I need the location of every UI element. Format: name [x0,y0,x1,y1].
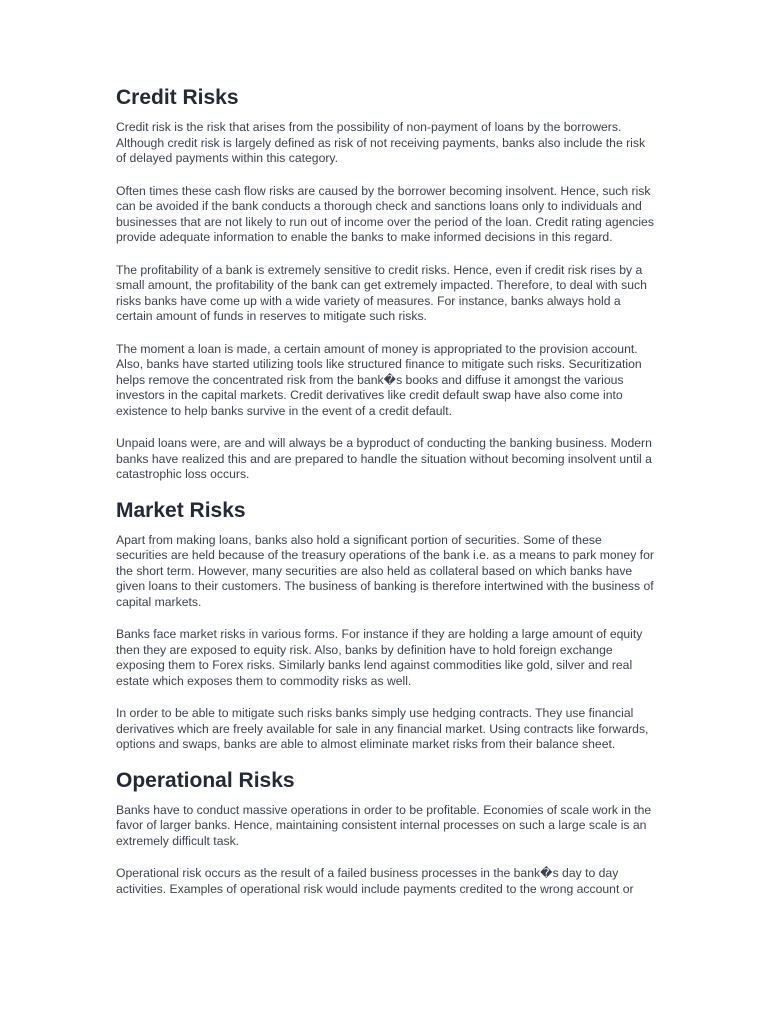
document-page [116,84,656,914]
section-heading-operational-risks: Operational Risks [116,768,295,792]
paragraph: Credit risk is the risk that arises from the possibility of non-payment of loans by the borrowers. Although credit risk is largely defined as risk of not receiving payments, banks also include the risk of delayed payments within this category. [116,120,646,165]
paragraph: Banks face market risks in various forms. For instance if they are holding a large amount of equity then they are exposed to equity risk. Also, banks by definition have to hold foreign exchange exposing them to Forex risks. Similarly banks lend against commodities like gold, silver and real estate which exposes them to commodity risks as well. [116,627,643,688]
paragraph: Often times these cash flow risks are caused by the borrower becoming insolvent. Hence, such risk can be avoided if the bank conducts a thorough check and sanctions loans only to individuals and businesses that are not likely to run out of income over the period of the loan. Credit rating agencies provide adequate information to enable the banks to make informed decisions in this regard. [116,183,654,244]
paragraph: The moment a loan is made, a certain amount of money is appropriated to the provision account. Also, banks have started utilizing tools like structured finance to mitigate such risks. Securitization helps remove the concentrated risk from the bank�s books and diffuse it amongst the various investors in the capital markets. Credit derivatives like credit default swap have also come into existence to help banks survive in the event of a credit default. [116,341,642,418]
paragraph: Banks have to conduct massive operations in order to be profitable. Economies of scale work in the favor of larger banks. Hence, maintaining consistent internal processes on such a large scale is an extremely difficult task. [116,802,652,848]
section-heading-credit-risks: Credit Risks [116,86,239,109]
paragraph: Operational risk occurs as the result of a failed business processes in the bank�s day to day activities. Examples of operational risk would include payments credited to the wrong account or [116,866,634,896]
paragraph: In order to be able to mitigate such risks banks simply use hedging contracts. They use financial derivatives which are freely available for sale in any financial market. Using contracts like forwards, options and swaps, banks are able to almost eliminate market risks from their balance sheet. [116,706,649,751]
paragraph: Apart from making loans, banks also hold a significant portion of securities. Some of these securities are held because of the treasury operations of the bank i.e. as a means to park money for the short term. However, many securities are also held as collateral based on which banks have given loans to their customers. The business of banking is therefore intertwined with the business of capital markets. [116,532,654,609]
paragraph: The profitability of a bank is extremely sensitive to credit risks. Hence, even if credit risk rises by a small amount, the profitability of the bank can get extremely impacted. Therefore, to deal with such risks banks have come up with a wide variety of measures. For instance, banks always hold a certain amount of funds in reserves to mitigate such risks. [116,262,647,323]
section-heading-market-risks: Market Risks [116,498,246,522]
paragraph: Unpaid loans were, are and will always be a byproduct of conducting the banking business. Modern banks have realized this and are prepared to handle the situation without becoming insolvent until a catastrophic loss occurs. [116,436,652,481]
